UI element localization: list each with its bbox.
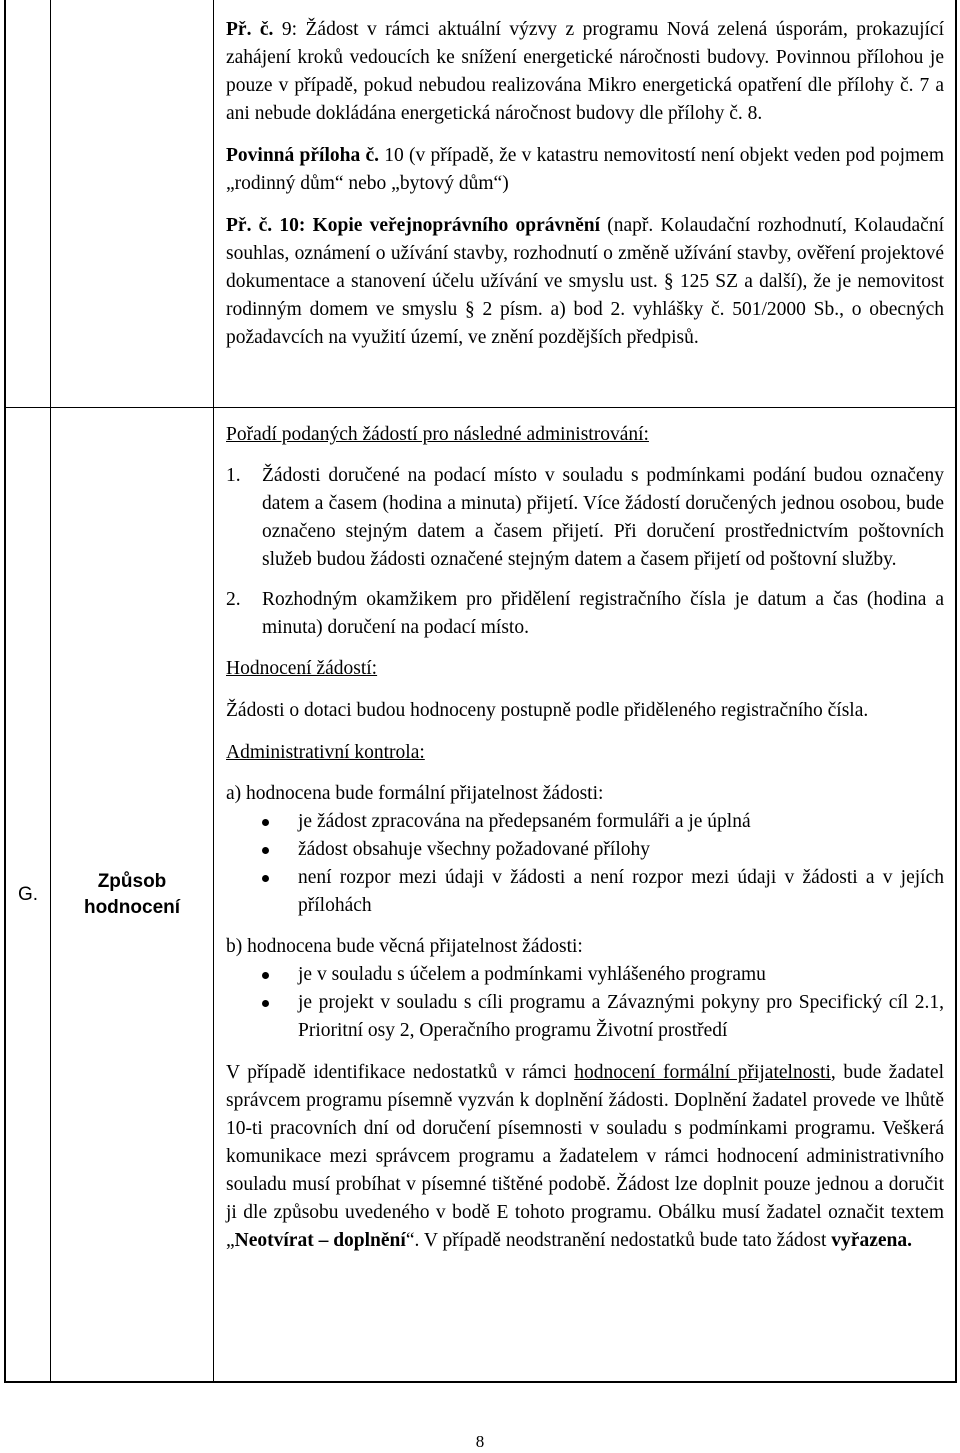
section-title-text: Způsob hodnocení — [83, 870, 181, 918]
bullet-icon — [262, 875, 269, 882]
final-text: V případě identifikace nedostatků v rámci — [226, 1062, 575, 1083]
attachment-10-required — [226, 142, 944, 198]
formal-item — [226, 836, 944, 864]
formal-item-text: žádost obsahuje všechny požadované přílohy — [298, 839, 650, 860]
order-item-number: 1. — [226, 465, 241, 486]
material-item — [226, 961, 944, 989]
order-item-number: 2. — [226, 589, 241, 610]
order-list — [226, 462, 944, 642]
formal-item-text: není rozpor mezi údaji v žádosti a není rozpor mezi údaji v žádosti a v jejích přílohách — [298, 867, 944, 916]
bullet-icon — [262, 847, 269, 854]
bullet-icon — [262, 1000, 269, 1007]
final-bold: Neotvírat – doplnění — [234, 1230, 406, 1251]
attachment-9 — [226, 16, 944, 128]
section-letter: G. — [17, 883, 39, 905]
final-text: , bude žadatel správcem programu písemně vyzván k doplnění žádosti. Doplnění žadatel provede ve lhůtě 10-ti pracovních dní od doručení písemnosti v souladu s podmínkami programu. Veškerá komunikace mezi správcem programu a žadatelem v rámci hodnocení administrativního souladu musí probíhat v písemné tištěné podobě. Žádost lze doplnit pouze jednou a doručit ji dle způsobu uvedeného v bodě E tohoto programu. Obálku musí žadatel označit textem „ — [226, 1062, 944, 1251]
order-heading: Pořadí podaných žádostí pro následné administrování: — [226, 424, 649, 445]
material-item-text: je projekt v souladu s cíli programu a Závaznými pokyny pro Specifický cíl 2.1, Prioritní osy 2, Operačního programu Životní prostředí — [298, 992, 944, 1041]
attachment-10-text: (např. Kolaudační rozhodnutí, Kolaudační souhlas, oznámení o užívání stavby, rozhodnutí o změně užívání stavby, ověření projektové dokumentace a stanovení účelu užívání ve smyslu ust. § 125 SZ a další), že je nemovitost rodinným domem ve smyslu § 2 písm. a) bod 2. vyhlášky č. 501/2000 Sb., o obecných požadavcích na využití území, ve znění pozdějších předpisů. — [226, 215, 944, 348]
formal-intro: a) hodnocena bude formální přijatelnost žádosti: — [226, 783, 604, 804]
material-intro: b) hodnocena bude věcná přijatelnost žádosti: — [226, 936, 583, 957]
order-item-2 — [226, 586, 944, 642]
admin-heading: Administrativní kontrola: — [226, 742, 425, 763]
final-text: “. V případě neodstranění nedostatků bude tato žádost — [405, 1230, 832, 1251]
material-item — [226, 989, 944, 1045]
attachment-10-required-text: 10 (v případě, že v katastru nemovitostí není objekt veden pod pojmem „rodinný dům“ nebo „bytový dům“) — [226, 145, 944, 194]
attachments-cell — [226, 16, 944, 352]
final-bold: vyřazena. — [831, 1230, 912, 1251]
material-item-text: je v souladu s účelem a podmínkami vyhlášeného programu — [298, 964, 766, 985]
attachment-10 — [226, 212, 944, 352]
order-item-text: Rozhodným okamžikem pro přidělení registračního čísla je datum a čas (hodina a minuta) doručení na podací místo. — [262, 589, 944, 638]
formal-list — [226, 808, 944, 920]
formal-item — [226, 808, 944, 836]
final-underlined: hodnocení formální přijatelnosti — [574, 1062, 831, 1083]
attachment-10-required-label: Povinná příloha č. — [226, 145, 379, 166]
attachment-9-label: Př. č. — [226, 19, 274, 40]
order-item-text: Žádosti doručené na podací místo v souladu s podmínkami podání budou označeny datem a časem (hodina a minuta) přijetí. Více žádostí doručených jednou osobou, bude označeno stejným datem a časem přijetí. Při doručení prostřednictvím poštovních služeb budou žádosti označené stejným datem a časem přijetí od poštovní služby. — [262, 465, 944, 570]
page-number: 8 — [475, 1432, 485, 1451]
eval-heading: Hodnocení žádostí: — [226, 658, 378, 679]
table-border-right — [955, 0, 957, 1382]
attachment-9-text: 9: Žádost v rámci aktuální výzvy z programu Nová zelená úsporám, prokazující zahájení kroků vedoucích ke snížení energetické náročnosti budovy. Povinnou přílohou je pouze v případě, pokud nebudou realizována Mikro energetická opatření dle přílohy č. 7 a ani nebude dokládána energetická náročnost budovy dle přílohy č. 8. — [226, 19, 944, 124]
table-column-divider — [213, 0, 214, 1382]
table-border-bottom — [4, 1381, 957, 1383]
bullet-icon — [262, 972, 269, 979]
formal-item-text: je žádost zpracována na předepsaném formuláři a je úplná — [298, 811, 751, 832]
section-title — [51, 408, 213, 1381]
attachment-10-label: Př. č. 10: Kopie veřejnoprávního oprávnění — [226, 215, 601, 236]
final-paragraph — [226, 1059, 944, 1255]
order-item-1 — [226, 462, 944, 574]
material-list — [226, 961, 944, 1045]
bullet-icon — [262, 819, 269, 826]
eval-text: Žádosti o dotaci budou hodnoceny postupně podle přiděleného registračního čísla. — [226, 700, 869, 721]
formal-item — [226, 864, 944, 920]
evaluation-cell — [226, 421, 944, 1255]
